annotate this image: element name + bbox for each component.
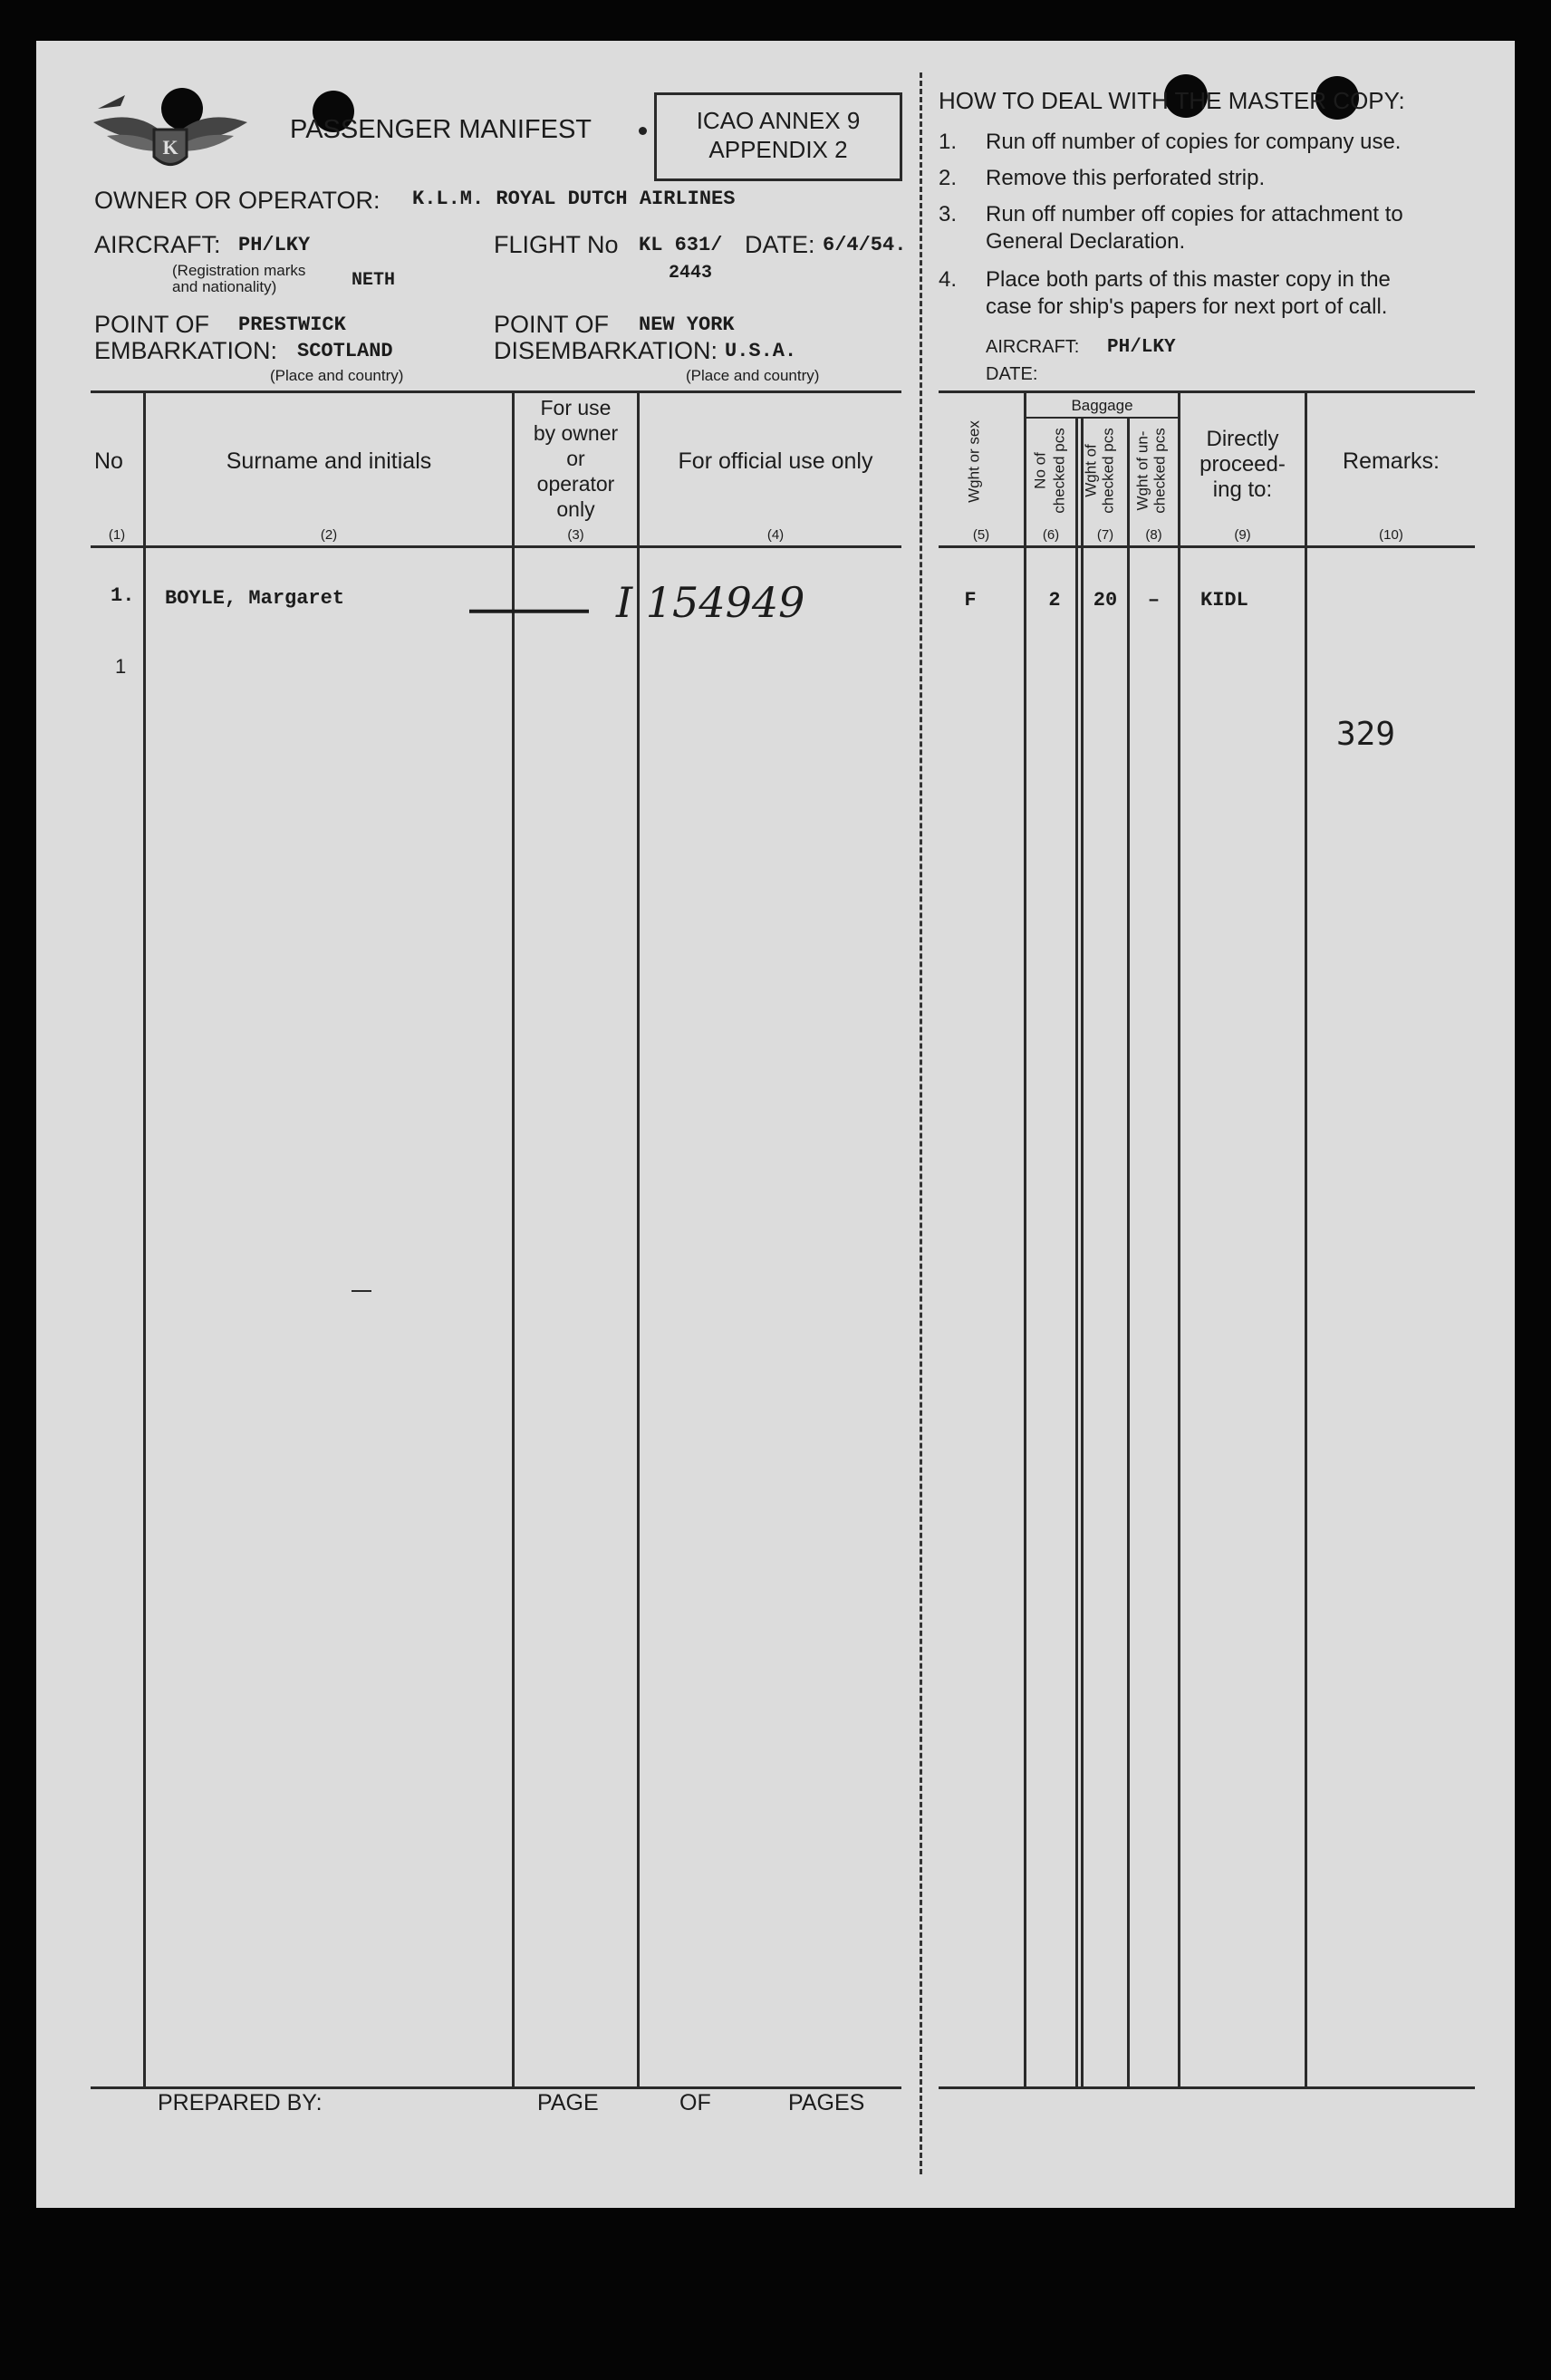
instruction-num-1: 1. xyxy=(939,130,958,154)
registration-note-2: and nationality) xyxy=(172,278,277,295)
col-no: No xyxy=(94,448,123,474)
embark-place: PRESTWICK xyxy=(238,313,346,336)
manifest-paper xyxy=(36,41,1515,2208)
aircraft-label: AIRCRAFT: xyxy=(94,231,221,258)
owner-label: OWNER OR OPERATOR: xyxy=(94,187,381,214)
col-num-5: (5) xyxy=(972,527,990,543)
svg-text:K: K xyxy=(162,136,178,159)
col-owner-use-1: For use xyxy=(540,396,612,419)
embark-label-1: POINT OF xyxy=(94,311,210,338)
header-bottom-rule-left xyxy=(91,545,901,548)
footer-rule-right xyxy=(939,2086,1475,2089)
instruction-text-1: Run off number of copies for company use. xyxy=(986,130,1402,154)
stray-mark: 1 xyxy=(115,655,127,678)
embark-label-2: EMBARKATION: xyxy=(94,337,278,364)
disembark-label-2: DISEMBARKATION: xyxy=(494,337,718,364)
col-rule xyxy=(1178,390,1180,2086)
row-surname: BOYLE, Margaret xyxy=(165,587,345,610)
col-wght-checked-2: checked pcs xyxy=(1099,428,1117,514)
col-no-checked-1: No of xyxy=(1031,452,1049,489)
col-num-2: (2) xyxy=(320,527,338,543)
row-official: I 154949 xyxy=(616,578,805,627)
col-owner-use-5: only xyxy=(556,497,595,521)
footer-rule-left xyxy=(91,2086,901,2089)
col-wght-unchecked-1: Wght of un- xyxy=(1133,430,1151,511)
disembark-label-1: POINT OF xyxy=(494,311,610,338)
col-num-1: (1) xyxy=(108,527,126,543)
perforation-line xyxy=(920,72,922,2174)
instruction-num-4: 4. xyxy=(939,267,958,292)
col-official: For official use only xyxy=(678,448,873,474)
airline-wings-logo xyxy=(89,86,252,177)
table-top-rule-left xyxy=(91,390,901,393)
icao-annex: ICAO ANNEX 9 xyxy=(696,107,861,134)
embark-place-note: (Place and country) xyxy=(270,367,404,384)
instructions-title: HOW TO DEAL WITH THE MASTER COPY: xyxy=(939,87,1405,114)
row-wght-sex: F xyxy=(964,589,977,612)
col-num-6: (6) xyxy=(1042,527,1060,543)
instruction-text-4: Place both parts of this master copy in the xyxy=(986,267,1391,292)
col-directly-2: proceed- xyxy=(1199,452,1286,477)
row-no: 1. xyxy=(111,584,135,607)
date-label: DATE: xyxy=(745,231,815,258)
instruction-text-3: Run off number off copies for attachment to xyxy=(986,202,1403,226)
header-bottom-rule-right xyxy=(939,545,1475,548)
date-value: 6/4/54. xyxy=(823,234,907,256)
footer-prepared-by: PREPARED BY: xyxy=(158,2090,323,2115)
instr-aircraft-value: PH/LKY xyxy=(1107,337,1176,358)
aircraft-value: PH/LKY xyxy=(238,234,311,256)
instruction-num-2: 2. xyxy=(939,166,958,190)
col-rule xyxy=(1127,417,1130,2086)
col-num-4: (4) xyxy=(766,527,785,543)
col-num-9: (9) xyxy=(1234,527,1251,543)
row-wght-checked: 20 xyxy=(1093,589,1118,612)
flight-value-2: 2443 xyxy=(669,263,713,284)
col-owner-use-2: by owner xyxy=(533,421,619,445)
instr-aircraft-label: AIRCRAFT: xyxy=(986,337,1080,357)
col-rule xyxy=(1081,417,1084,2086)
embark-country: SCOTLAND xyxy=(297,340,393,362)
row-wght-unchecked: – xyxy=(1147,589,1161,612)
instruction-num-3: 3. xyxy=(939,202,958,226)
instr-date-label: DATE: xyxy=(986,364,1038,384)
disembark-place: NEW YORK xyxy=(639,313,735,336)
col-num-8: (8) xyxy=(1145,527,1162,543)
instruction-text-2: Remove this perforated strip. xyxy=(986,166,1266,190)
col-directly-1: Directly xyxy=(1206,427,1279,451)
col-num-10: (10) xyxy=(1379,527,1403,543)
stray-dash xyxy=(352,1290,371,1292)
col-rule xyxy=(1075,417,1078,2086)
flight-value: KL 631/ xyxy=(639,234,723,256)
footer-of: OF xyxy=(679,2090,711,2115)
col-num-7: (7) xyxy=(1096,527,1114,543)
col-rule xyxy=(1024,390,1026,2086)
col-rule xyxy=(637,390,640,2086)
col-rule xyxy=(1305,390,1307,2086)
icao-appendix: APPENDIX 2 xyxy=(708,136,848,163)
registration-note-1: (Registration marks xyxy=(172,262,306,279)
row-directly: KIDL xyxy=(1200,589,1248,612)
col-wght-sex: Wght or sex xyxy=(965,420,983,503)
col-owner-use-4: operator xyxy=(536,472,615,496)
disembark-country: U.S.A. xyxy=(725,340,797,362)
disembark-place-note: (Place and country) xyxy=(686,367,820,384)
row-owner-use: — xyxy=(469,576,589,637)
manifest-title: PASSENGER MANIFEST xyxy=(290,115,592,144)
col-owner-use-3: or xyxy=(566,447,585,470)
col-num-3: (3) xyxy=(567,527,584,543)
footer-page: PAGE xyxy=(537,2090,599,2115)
col-remarks: Remarks: xyxy=(1343,448,1440,474)
col-surname: Surname and initials xyxy=(226,448,432,474)
dot-mark xyxy=(639,127,647,135)
col-directly-3: ing to: xyxy=(1212,477,1273,502)
flight-label: FLIGHT No xyxy=(494,231,619,258)
instruction-text-4b: case for ship's papers for next port of call. xyxy=(986,294,1388,319)
nationality-value: NETH xyxy=(352,270,396,291)
instruction-text-3b: General Declaration. xyxy=(986,229,1186,254)
col-wght-checked-1: Wght of xyxy=(1082,444,1100,497)
table-top-rule-right xyxy=(939,390,1475,393)
col-rule xyxy=(512,390,515,2086)
col-wght-unchecked-2: checked pcs xyxy=(1151,428,1169,514)
owner-value: K.L.M. ROYAL DUTCH AIRLINES xyxy=(412,188,736,210)
footer-pages: PAGES xyxy=(788,2090,865,2115)
remarks-number: 329 xyxy=(1336,716,1396,753)
col-rule xyxy=(143,390,146,2086)
col-baggage: Baggage xyxy=(1071,397,1133,414)
row-no-checked: 2 xyxy=(1048,589,1061,612)
col-no-checked-2: checked pcs xyxy=(1050,428,1068,514)
